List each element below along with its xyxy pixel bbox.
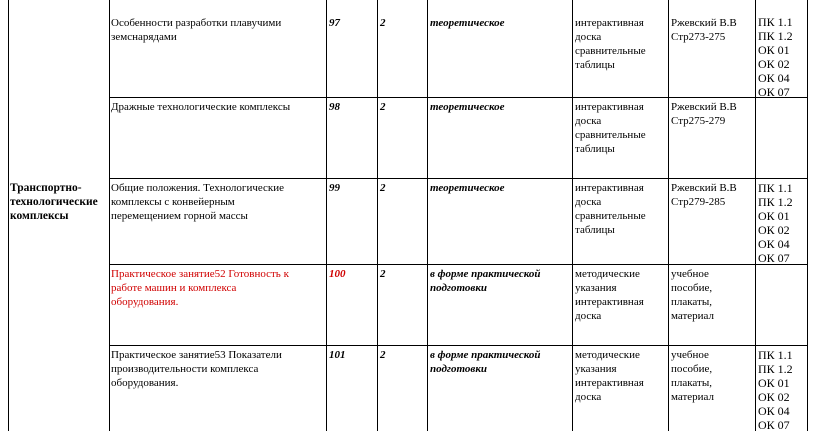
row-3-competences: ПК 1.1 ПК 1.2 ОК 01 ОК 02 ОК 04 ОК 07 <box>758 181 793 265</box>
row-divider-4 <box>109 345 808 346</box>
section-label: Транспортно- технологические комплексы <box>10 182 98 222</box>
row-2-literature: Ржевский В.В Стр275-279 <box>671 101 737 127</box>
row-1-literature: Ржевский В.В Стр273-275 <box>671 17 737 43</box>
row-2-hours: 2 <box>380 101 386 113</box>
row-4-hours: 2 <box>380 268 386 280</box>
row-3-number: 99 <box>329 182 340 194</box>
row-5-topic: Практическое занятие53 Показатели производительности комплекса оборудования. <box>111 349 282 389</box>
row-4-topic: Практическое занятие52 Готовность к работе машин и комплекса оборудования. <box>111 268 289 308</box>
row-1-topic: Особенности разработки плавучими земснарядами <box>111 17 282 43</box>
column-divider-5 <box>572 0 573 431</box>
row-divider-2 <box>109 178 808 179</box>
column-divider-1 <box>109 0 110 431</box>
row-4-number: 100 <box>329 268 346 280</box>
row-divider-3 <box>109 264 808 265</box>
column-divider-2 <box>326 0 327 431</box>
row-1-methods: интерактивная доска сравнительные таблицы <box>575 17 646 71</box>
column-divider-3 <box>377 0 378 431</box>
row-1-hours: 2 <box>380 17 386 29</box>
row-2-methods: интерактивная доска сравнительные таблицы <box>575 101 646 155</box>
row-3-literature: Ржевский В.В Стр279-285 <box>671 182 737 208</box>
row-4-literature: учебное пособие, плакаты, материал <box>671 268 715 322</box>
row-2-topic: Дражные технологические комплексы <box>111 101 291 113</box>
row-3-methods: интерактивная доска сравнительные таблицы <box>575 182 646 236</box>
row-divider-1 <box>109 97 808 98</box>
row-5-type: в форме практической подготовки <box>430 349 541 375</box>
column-divider-4 <box>427 0 428 431</box>
row-5-methods: методические указания интерактивная доска <box>575 349 644 403</box>
column-divider-6 <box>668 0 669 431</box>
table-border-left <box>8 0 9 431</box>
row-1-competences: ПК 1.1 ПК 1.2 ОК 01 ОК 02 ОК 04 ОК 07 <box>758 15 793 99</box>
row-4-methods: методические указания интерактивная доска <box>575 268 644 322</box>
row-5-literature: учебное пособие, плакаты, материал <box>671 349 715 403</box>
row-3-hours: 2 <box>380 182 386 194</box>
column-divider-7 <box>755 0 756 431</box>
row-5-hours: 2 <box>380 349 386 361</box>
row-4-type: в форме практической подготовки <box>430 268 541 294</box>
row-5-number: 101 <box>329 349 346 361</box>
table-border-right <box>807 0 808 431</box>
row-1-type: теоретическое <box>430 17 505 29</box>
row-3-type: теоретическое <box>430 182 505 194</box>
row-5-competences: ПК 1.1 ПК 1.2 ОК 01 ОК 02 ОК 04 ОК 07 <box>758 348 793 432</box>
row-2-type: теоретическое <box>430 101 505 113</box>
row-2-number: 98 <box>329 101 340 113</box>
row-1-number: 97 <box>329 17 340 29</box>
row-3-topic: Общие положения. Технологические комплексы с конвейерным перемещением горной массы <box>111 182 285 222</box>
